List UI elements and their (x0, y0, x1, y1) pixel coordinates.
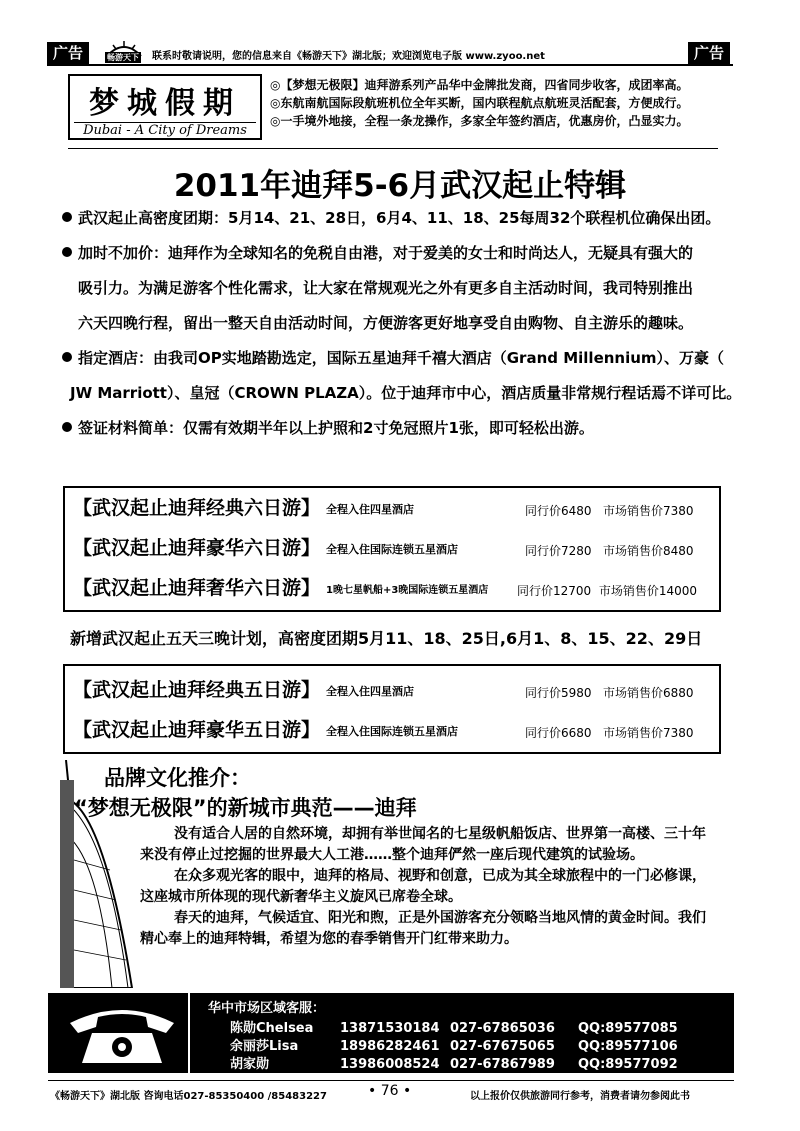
logo-en: Dubai - A City of Dreams (74, 122, 256, 138)
magazine-logo-text: 畅游天下 (107, 53, 139, 62)
footer-rule (48, 1080, 734, 1081)
tour-row: 【武汉起止迪拜奢华六日游】 1晚七星帆船+3晚国际连锁五星酒店 (73, 577, 489, 599)
tour-row: 【武汉起止迪拜经典六日游】 全程入住四星酒店 (73, 497, 415, 519)
contact-panel (48, 993, 734, 1073)
company-logo (68, 74, 262, 140)
tour-price: 同行价6680 市场销售价7380 (525, 726, 694, 740)
page-number: • 76 • (368, 1083, 412, 1099)
new-plan-banner: 新增武汉起止五天三晚计划，高密度团期5月11、18、25日,6月1、8、15、22、29日 (70, 629, 703, 648)
bullet-icon (62, 422, 72, 432)
bullet-item: 加时不加价：迪拜作为全球知名的免税自由港，对于爱美的女士和时尚达人，无疑具有强大的 (62, 236, 752, 271)
magazine-logo (103, 38, 145, 64)
bullet-item: 武汉起止高密度团期：5月14、21、28日，6月4、11、18、25每周32个联程机位确保出团。 (62, 201, 752, 236)
features-list (270, 76, 688, 130)
brand-paragraph: 没有适合人居的自然环境，却拥有举世闻名的七星级帆船饭店、世界第一高楼、三十年来没有停止过挖掘的世界最大人工港……整个迪拜俨然一座后现代建筑的试验场。 (140, 826, 706, 863)
tour-price: 同行价6480 市场销售价7380 (525, 504, 694, 518)
brand-text (140, 824, 715, 950)
tour-price: 同行价12700 市场销售价14000 (517, 584, 698, 598)
tour-row: 【武汉起止迪拜豪华五日游】 全程入住国际连锁五星酒店 (73, 719, 459, 741)
feature-item: ◎一手境外地接，全程一条龙操作，多家全年签约酒店，优惠房价，凸显实力。 (270, 114, 689, 128)
bullet-icon (62, 247, 72, 257)
bullet-item: 指定酒店：由我司OP实地踏勘选定，国际五星迪拜千禧大酒店（Grand Millennium）、万豪（ (62, 341, 752, 376)
section-rule (68, 148, 718, 149)
brand-subheading: “梦想无极限”的新城市典范——迪拜 (74, 796, 417, 820)
tour-price: 同行价5980 市场销售价6880 (525, 686, 694, 700)
contact-row: 胡家勋 13986008524 027-67867989 QQ:89577092 (230, 1057, 678, 1072)
ad-tag-right: 广告 (688, 42, 730, 64)
contact-row: 陈勋Chelsea 13871530184 027-67865036 QQ:89577085 (230, 1021, 678, 1036)
brand-paragraph: 春天的迪拜，气候适宜、阳光和煦，正是外国游客充分领略当地风情的黄金时间。我们精心奉上的迪拜特辑，希望为您的春季销售开门红带来助力。 (140, 910, 706, 947)
bullet-item: 签证材料简单：仅需有效期半年以上护照和2寸免冠照片1张，即可轻松出游。 (62, 411, 752, 446)
bullet-continuation: 六天四晚行程，留出一整天自由活动时间，方便游客更好地享受自由购物、自主游乐的趣味。 (78, 314, 694, 332)
footer-right: 以上报价仅供旅游同行参考，消费者请勿参阅此书 (470, 1091, 690, 1102)
contacts-heading: 华中市场区域客服： (208, 1001, 326, 1016)
six-day-tours-box (63, 486, 721, 612)
tour-price: 同行价7280 市场销售价8480 (525, 544, 694, 558)
feature-item: ◎东航南航国际段航班机位全年买断，国内联程航点航班灵活配套，方便成行。 (270, 96, 689, 110)
page-title: 2011年迪拜5-6月武汉起止特辑 (173, 168, 627, 204)
bullet-continuation: JW Marriott）、皇冠（CROWN PLAZA）。位于迪拜市中心，酒店质量非常规行程话焉不详可比。 (70, 384, 742, 402)
header-rule (47, 64, 733, 66)
brand-paragraph: 在众多观光客的眼中，迪拜的格局、视野和创意，已成为其全球旅程中的一门必修课，这座城市所体现的现代新奢华主义旋风已席卷全球。 (140, 868, 706, 905)
logo-cn: 梦城假期 (89, 86, 241, 121)
bullet-icon (62, 212, 72, 222)
brand-heading: 品牌文化推介： (104, 766, 251, 790)
tour-row: 【武汉起止迪拜豪华六日游】 全程入住国际连锁五星酒店 (73, 537, 459, 559)
feature-item: ◎【梦想无极限】迪拜游系列产品华中金牌批发商，四省同步收客，成团率高。 (270, 78, 689, 92)
bullet-icon (62, 352, 72, 362)
tour-row: 【武汉起止迪拜经典五日游】 全程入住四星酒店 (73, 679, 415, 701)
footer-left: 《畅游天下》湖北版 咨询电话027-85350400 /85483227 (50, 1091, 327, 1102)
telephone-icon (62, 1003, 182, 1065)
bullet-continuation: 吸引力。为满足游客个性化需求，让大家在常规观光之外有更多自主活动时间，我司特别推出 (78, 279, 694, 297)
header-note: 联系时敬请说明，您的信息来自《畅游天下》湖北版；欢迎浏览电子版 www.zyoo.net (152, 51, 545, 62)
bullet-section (62, 201, 752, 446)
contact-row: 余丽莎Lisa 18986282461 027-67675065 QQ:89577106 (230, 1039, 678, 1054)
ad-tag-left: 广告 (47, 42, 89, 64)
panel-divider (188, 993, 190, 1073)
five-day-tours-box (63, 664, 721, 754)
